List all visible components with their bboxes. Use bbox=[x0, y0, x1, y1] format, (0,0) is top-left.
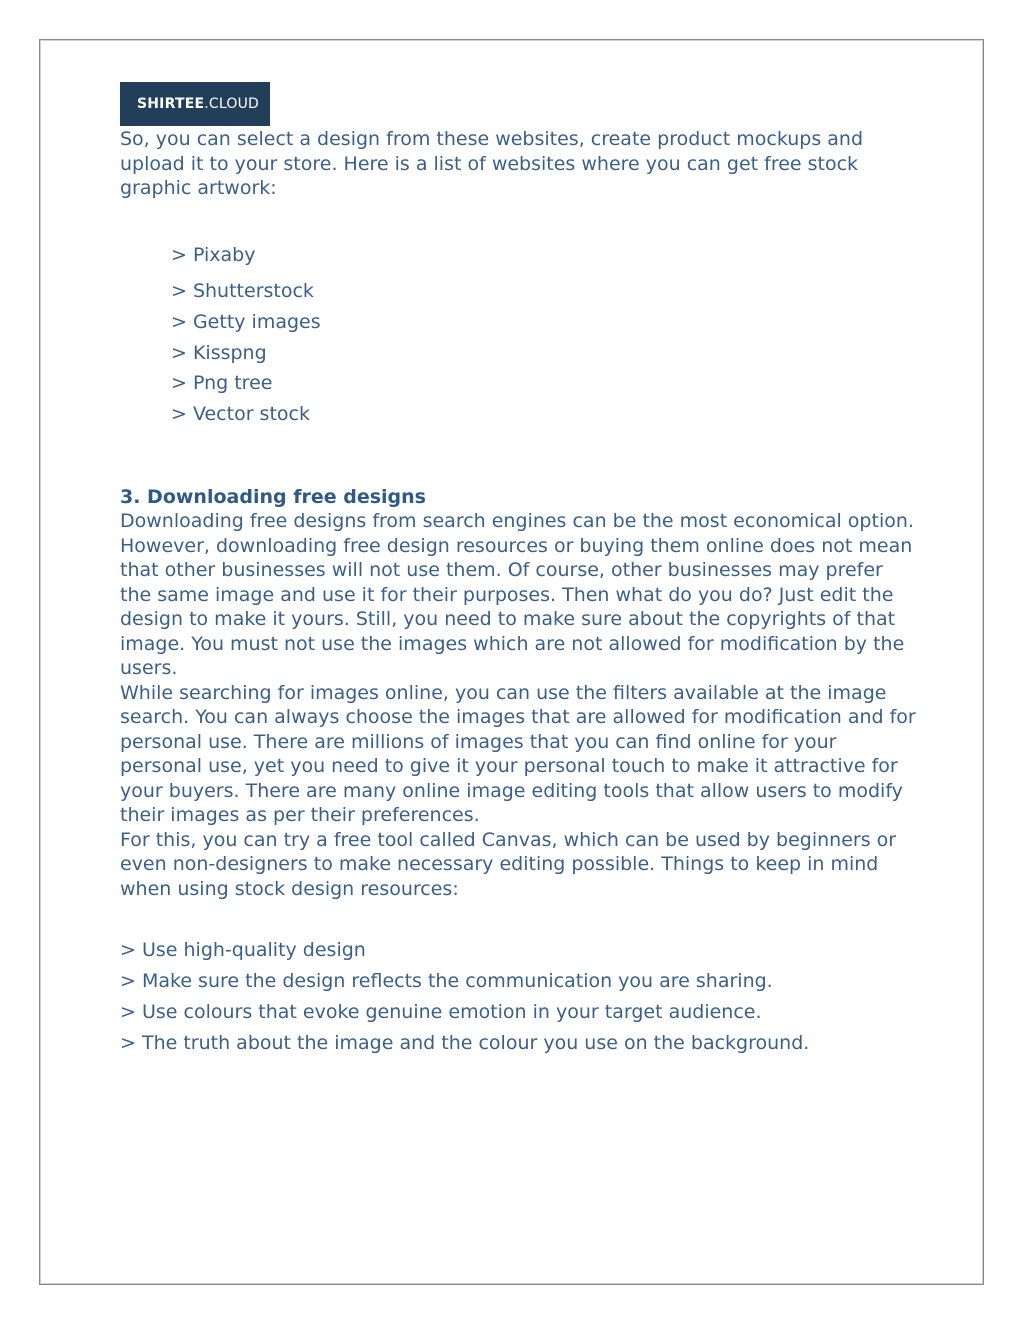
logo-light-text: .CLOUD bbox=[204, 96, 260, 112]
paragraph: Downloading free designs from search engines can be the most economical option. However, downloading free design resources or buying them online does not mean that other businesses will not use them. Of course, other businesses may prefer the same image and use it for their purposes. Then what do you do? Just edit the design to make it yours. Still, you need to make sure about the copyrights of that image. You must not use the images which are not allowed for modification by the users. bbox=[120, 510, 914, 680]
list-item: > Make sure the design reflects the communication you are sharing. bbox=[120, 970, 773, 993]
list-item: > Use high-quality design bbox=[120, 939, 366, 962]
list-item: > Use colours that evoke genuine emotion in your target audience. bbox=[120, 1001, 762, 1024]
section-heading: 3. Downloading free designs bbox=[120, 485, 426, 508]
list-item: > Vector stock bbox=[171, 403, 310, 426]
paragraph: For this, you can try a free tool called Canvas, which can be used by beginners or even non-designers to make necessary editing possible. Things to keep in mind when using stock design resources: bbox=[120, 828, 897, 900]
list-item: > Getty images bbox=[171, 310, 321, 333]
list-item: > Png tree bbox=[171, 372, 273, 395]
stock-sites-list bbox=[120, 243, 920, 427]
list-item: > Kisspng bbox=[171, 341, 267, 364]
brand-logo bbox=[120, 82, 270, 126]
list-item: > Shutterstock bbox=[171, 280, 314, 302]
document-body bbox=[120, 127, 920, 1062]
intro-paragraph: So, you can select a design from these websites, create product mockups and upload it to your store. Here is a list of websites where you can get free stock graphic artwork: bbox=[120, 128, 864, 199]
tips-list bbox=[120, 938, 920, 1056]
list-item: > The truth about the image and the colour you use on the background. bbox=[120, 1032, 810, 1055]
paragraph: While searching for images online, you can use the filters available at the image search. You can always choose the images that are allowed for modification and for personal use. There are millions of images that you can find online for your personal use, yet you need to give it your personal touch to make it attractive for your buyers. There are many online image editing tools that allow users to modify their images as per their preferences. bbox=[120, 681, 916, 827]
logo-bold-text: SHIRTEE bbox=[136, 96, 205, 112]
list-item: > Pixaby bbox=[171, 243, 256, 266]
